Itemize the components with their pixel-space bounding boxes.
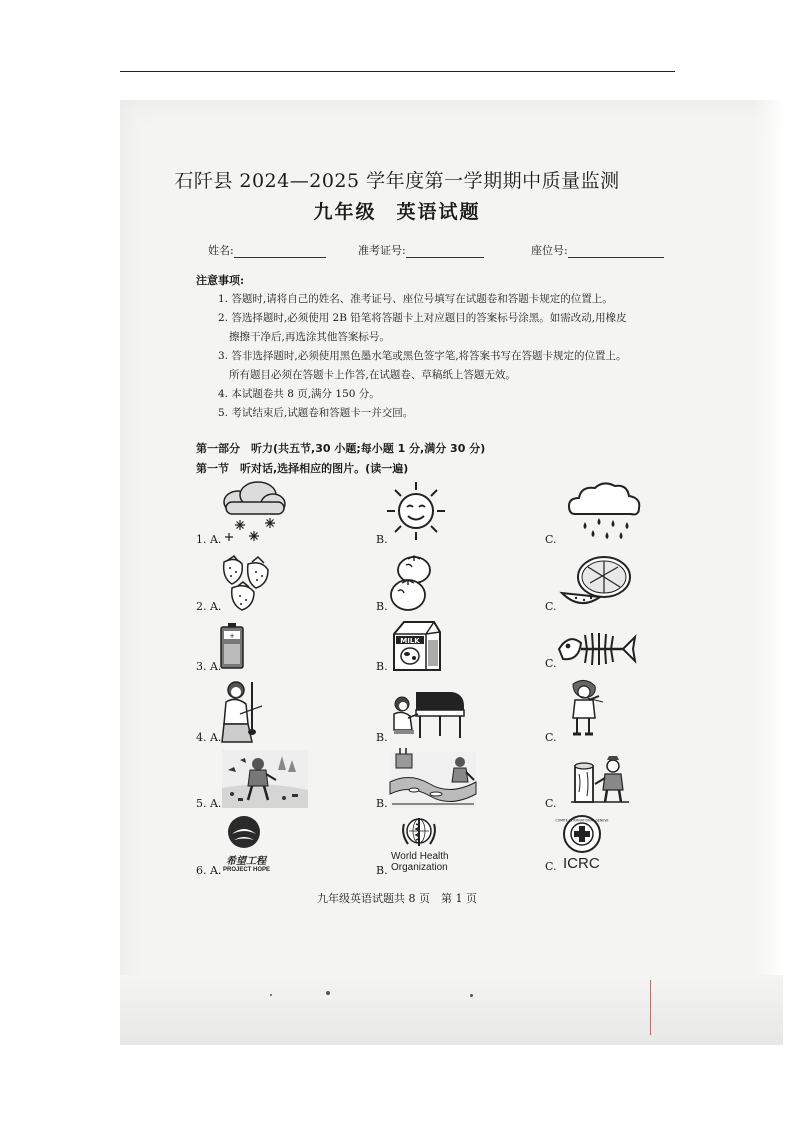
- who-line-1: World Health: [391, 851, 449, 862]
- icrc-ring-text: COMITE INTERNATIONAL GENEVE: [555, 818, 609, 823]
- sun-icon[interactable]: [385, 480, 447, 542]
- violin-player-icon[interactable]: [565, 678, 605, 740]
- question-3-label: 3. A.: [196, 660, 222, 673]
- question-6-option-b: B.: [376, 864, 388, 877]
- who-emblem-icon[interactable]: [400, 814, 438, 850]
- seat-blank[interactable]: [568, 245, 664, 258]
- note-item: 5. 考试结束后,试题卷和答题卡一并交回。: [218, 407, 414, 419]
- scan-bottom-band: [120, 975, 783, 1045]
- question-5-label: 5. A.: [196, 797, 222, 810]
- question-4-option-c: C.: [545, 731, 557, 744]
- question-6-label: 6. A.: [196, 864, 222, 877]
- red-pen-mark: [650, 980, 651, 1035]
- top-rule: [120, 71, 675, 72]
- notes-list: [218, 290, 678, 423]
- question-4-label: 4. A.: [196, 731, 222, 744]
- tree-cutting-icon[interactable]: [565, 748, 637, 806]
- part1-heading: 第一部分 听力(共五节,30 小题;每小题 1 分,满分 30 分): [196, 442, 486, 455]
- question-2-option-b: B.: [376, 600, 388, 613]
- question-6-option-c: C.: [545, 860, 557, 873]
- name-field: [208, 242, 326, 258]
- scan-speck: [470, 994, 473, 997]
- piano-player-icon[interactable]: [390, 688, 466, 740]
- question-4-option-b: B.: [376, 731, 388, 744]
- svg-text:MILK: MILK: [400, 637, 420, 645]
- scan-speck: [326, 991, 330, 995]
- question-2-option-c: C.: [545, 600, 557, 613]
- milk-carton-icon[interactable]: [390, 618, 442, 672]
- grade-label: 九年级: [313, 201, 377, 223]
- note-item: 3. 答非选择题时,必须使用黑色墨水笔或黑色签字笔,将答案书写在答题卡规定的位置上。: [218, 350, 627, 362]
- exam-title: 石阡县 2024—2025 学年度第一学期期中质量监测: [174, 170, 620, 192]
- cloud-snow-icon[interactable]: [218, 478, 288, 544]
- exam-no-label: 准考证号:: [358, 244, 406, 257]
- note-item: 2. 答选择题时,必须使用 2B 铅笔将答题卡上对应题目的答案标号涂黑。如需改动,用橡皮: [218, 312, 627, 324]
- question-5-option-b: B.: [376, 797, 388, 810]
- who-line-2: Organization: [391, 862, 448, 873]
- note-item: 所有题目必须在答题卡上作答,在试题卷、草稿纸上答题无效。: [229, 369, 516, 381]
- who-logo-text: [391, 851, 449, 873]
- littering-scene-icon[interactable]: [222, 750, 308, 808]
- question-1-option-b: B.: [376, 533, 388, 546]
- subject-label: 英语试题: [396, 201, 481, 223]
- erhu-player-icon[interactable]: [220, 678, 264, 744]
- seat-field: [531, 242, 664, 258]
- battery-icon[interactable]: [219, 622, 245, 670]
- name-blank[interactable]: [234, 245, 326, 258]
- exam-no-field: [358, 242, 484, 258]
- note-item: 擦擦干净后,再选涂其他答案标号。: [229, 331, 390, 343]
- section1-heading: 第一节 听对话,选择相应的图片。(读一遍): [196, 462, 409, 475]
- exam-subtitle: [0, 197, 794, 224]
- fish-bone-icon[interactable]: [555, 625, 639, 671]
- tomato-icon[interactable]: [388, 553, 436, 613]
- icrc-logo-text: ICRC: [563, 855, 600, 872]
- name-label: 姓名:: [208, 244, 234, 257]
- seat-label: 座位号:: [531, 244, 568, 257]
- project-hope-english-text: PROJECT HOPE: [223, 867, 271, 873]
- watermelon-icon[interactable]: [560, 553, 632, 611]
- question-5-option-c: C.: [545, 797, 557, 810]
- polluted-river-icon[interactable]: [390, 752, 476, 808]
- scan-speck: [270, 994, 272, 996]
- project-hope-chinese-text: 希望工程: [226, 856, 266, 867]
- page-footer: 九年级英语试题共 8 页 第 1 页: [317, 892, 477, 905]
- project-hope-logo[interactable]: [226, 814, 262, 850]
- exam-no-blank[interactable]: [406, 245, 484, 258]
- strawberry-icon[interactable]: [218, 552, 278, 614]
- note-item: 4. 本试题卷共 8 页,满分 150 分。: [218, 388, 380, 400]
- question-1-option-c: C.: [545, 533, 557, 546]
- note-item: 1. 答题时,请将自己的姓名、准考证号、座位号填写在试题卷和答题卡规定的位置上。: [218, 293, 613, 305]
- question-3-option-b: B.: [376, 660, 388, 673]
- question-2-label: 2. A.: [196, 600, 222, 613]
- cloud-rain-icon[interactable]: [565, 478, 645, 542]
- notes-heading: 注意事项:: [196, 274, 245, 287]
- icrc-emblem-icon[interactable]: [555, 814, 609, 854]
- svg-text:+: +: [229, 632, 235, 640]
- question-1-label: 1. A.: [196, 533, 222, 546]
- question-3-option-c: C.: [545, 657, 557, 670]
